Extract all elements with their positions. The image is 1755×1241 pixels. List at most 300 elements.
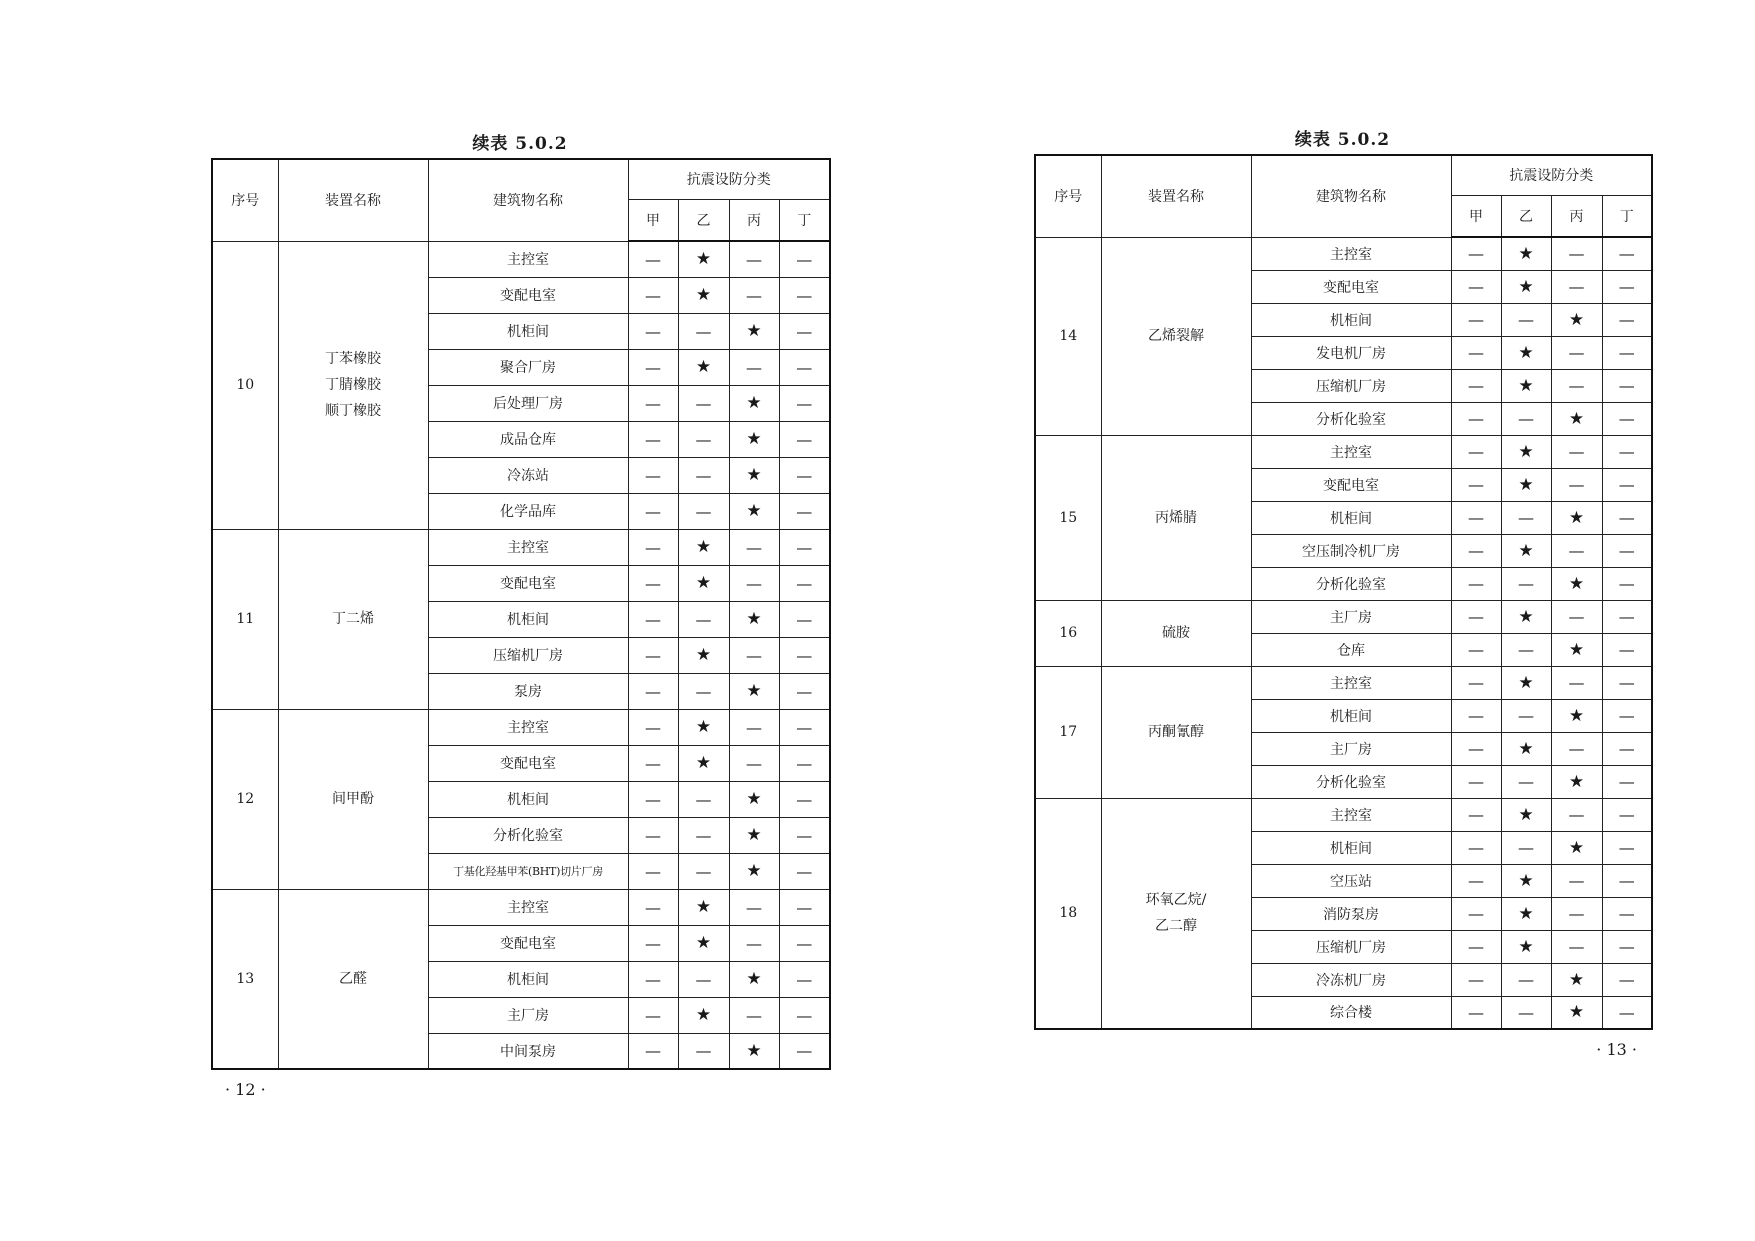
class-mark-bing: — xyxy=(729,277,779,313)
class-mark-jia: — xyxy=(628,1033,678,1069)
header-building: 建筑物名称 xyxy=(428,159,628,241)
class-mark-ding: — xyxy=(779,925,830,961)
building-name: 机柜间 xyxy=(428,601,628,637)
header-class-yi: 乙 xyxy=(1501,195,1551,237)
class-mark-bing: — xyxy=(1551,864,1602,897)
building-name: 变配电室 xyxy=(1251,270,1451,303)
building-name: 主控室 xyxy=(428,709,628,745)
header-device: 装置名称 xyxy=(278,159,428,241)
building-name: 成品仓库 xyxy=(428,421,628,457)
building-name: 后处理厂房 xyxy=(428,385,628,421)
class-mark-yi: — xyxy=(1501,567,1551,600)
header-class-bing: 丙 xyxy=(1551,195,1602,237)
class-mark-ding: — xyxy=(1602,270,1652,303)
class-mark-yi: ★ xyxy=(1501,468,1551,501)
class-mark-ding: — xyxy=(779,421,830,457)
class-mark-jia: — xyxy=(1451,897,1501,930)
class-mark-yi: ★ xyxy=(1501,534,1551,567)
class-mark-ding: — xyxy=(779,385,830,421)
class-mark-bing: — xyxy=(1551,237,1602,270)
building-name: 化学品库 xyxy=(428,493,628,529)
class-mark-yi: — xyxy=(678,1033,729,1069)
group-number: 10 xyxy=(212,241,278,529)
building-name: 主控室 xyxy=(1251,237,1451,270)
building-name: 主控室 xyxy=(428,529,628,565)
header-class-jia: 甲 xyxy=(628,199,678,241)
device-name xyxy=(278,529,428,709)
class-mark-jia: — xyxy=(1451,600,1501,633)
class-mark-jia: — xyxy=(1451,567,1501,600)
class-mark-ding: — xyxy=(1602,336,1652,369)
class-mark-ding: — xyxy=(779,673,830,709)
class-mark-ding: — xyxy=(1602,798,1652,831)
class-mark-bing: — xyxy=(1551,666,1602,699)
device-name-line: 顺丁橡胶 xyxy=(325,403,381,419)
class-mark-bing: — xyxy=(729,637,779,673)
class-mark-yi: ★ xyxy=(1501,732,1551,765)
class-mark-yi: — xyxy=(678,493,729,529)
building-name: 主控室 xyxy=(428,241,628,277)
building-name: 空压制冷机厂房 xyxy=(1251,534,1451,567)
class-mark-yi: ★ xyxy=(678,997,729,1033)
class-mark-bing: ★ xyxy=(1551,831,1602,864)
table-body xyxy=(1035,237,1652,1029)
group-number: 16 xyxy=(1035,600,1101,666)
class-mark-yi: — xyxy=(678,673,729,709)
building-name: 聚合厂房 xyxy=(428,349,628,385)
class-mark-jia: — xyxy=(628,637,678,673)
class-mark-yi: ★ xyxy=(1501,600,1551,633)
class-mark-yi: ★ xyxy=(1501,897,1551,930)
building-name: 丁基化羟基甲苯(BHT)切片厂房 xyxy=(428,853,628,889)
class-mark-ding: — xyxy=(1602,468,1652,501)
building-name: 主控室 xyxy=(428,889,628,925)
building-name: 压缩机厂房 xyxy=(428,637,628,673)
class-mark-bing: ★ xyxy=(1551,699,1602,732)
device-name xyxy=(278,889,428,1069)
header-building: 建筑物名称 xyxy=(1251,155,1451,237)
class-mark-bing: ★ xyxy=(1551,402,1602,435)
class-mark-jia: — xyxy=(1451,468,1501,501)
class-mark-yi: — xyxy=(1501,699,1551,732)
class-mark-ding: — xyxy=(1602,699,1652,732)
table-row xyxy=(1035,798,1652,831)
class-mark-jia: — xyxy=(1451,402,1501,435)
class-mark-yi: — xyxy=(678,313,729,349)
class-mark-ding: — xyxy=(779,601,830,637)
class-mark-ding: — xyxy=(1602,600,1652,633)
device-name-line: 硫胺 xyxy=(1162,625,1190,641)
device-name-line: 丙烯腈 xyxy=(1155,509,1197,526)
table-row xyxy=(1035,435,1652,468)
class-mark-jia: — xyxy=(628,529,678,565)
class-mark-jia: — xyxy=(628,673,678,709)
device-name-line: 乙二醇 xyxy=(1155,918,1197,935)
class-mark-jia: — xyxy=(628,889,678,925)
class-mark-bing: ★ xyxy=(729,313,779,349)
class-mark-bing: — xyxy=(1551,897,1602,930)
class-mark-yi: ★ xyxy=(1501,237,1551,270)
building-name: 泵房 xyxy=(428,673,628,709)
class-mark-jia: — xyxy=(1451,996,1501,1029)
class-mark-yi: ★ xyxy=(678,925,729,961)
building-name: 空压站 xyxy=(1251,864,1451,897)
building-name: 变配电室 xyxy=(428,745,628,781)
class-mark-ding: — xyxy=(779,313,830,349)
class-mark-ding: — xyxy=(779,241,830,277)
class-mark-yi: — xyxy=(1501,996,1551,1029)
class-mark-jia: — xyxy=(628,961,678,997)
class-mark-ding: — xyxy=(1602,303,1652,336)
class-mark-bing: ★ xyxy=(729,601,779,637)
class-mark-jia: — xyxy=(1451,534,1501,567)
class-mark-yi: ★ xyxy=(1501,270,1551,303)
class-mark-ding: — xyxy=(1602,369,1652,402)
class-mark-ding: — xyxy=(779,457,830,493)
page-number: · 13 · xyxy=(1596,1040,1637,1059)
class-mark-yi: — xyxy=(678,421,729,457)
device-name-line: 丁腈橡胶 xyxy=(325,377,381,393)
class-mark-ding: — xyxy=(1602,765,1652,798)
class-mark-ding: — xyxy=(779,1033,830,1069)
class-mark-bing: — xyxy=(1551,468,1602,501)
class-mark-yi: — xyxy=(678,601,729,637)
table-row xyxy=(1035,666,1652,699)
building-name: 变配电室 xyxy=(428,277,628,313)
header-class-ding: 丁 xyxy=(1602,195,1652,237)
group-number: 15 xyxy=(1035,435,1101,600)
class-mark-jia: — xyxy=(628,457,678,493)
header-class-jia: 甲 xyxy=(1451,195,1501,237)
table-body xyxy=(212,241,830,1069)
class-mark-bing: ★ xyxy=(1551,996,1602,1029)
class-mark-jia: — xyxy=(1451,369,1501,402)
class-mark-bing: — xyxy=(1551,534,1602,567)
class-mark-yi: ★ xyxy=(678,241,729,277)
building-name: 分析化验室 xyxy=(1251,567,1451,600)
right-page xyxy=(1034,0,1651,1062)
class-mark-yi: ★ xyxy=(678,349,729,385)
class-mark-jia: — xyxy=(1451,831,1501,864)
table-row xyxy=(1035,600,1652,633)
device-name-line: 丁苯橡胶 xyxy=(325,351,381,367)
class-mark-ding: — xyxy=(779,817,830,853)
building-name: 发电机厂房 xyxy=(1251,336,1451,369)
class-mark-bing: — xyxy=(729,997,779,1033)
class-mark-bing: — xyxy=(1551,600,1602,633)
class-mark-yi: ★ xyxy=(678,277,729,313)
class-mark-ding: — xyxy=(1602,831,1652,864)
class-mark-ding: — xyxy=(1602,501,1652,534)
class-mark-bing: ★ xyxy=(729,493,779,529)
device-name-line: 环氧乙烷/ xyxy=(1145,892,1207,909)
building-name: 主控室 xyxy=(1251,666,1451,699)
class-mark-bing: ★ xyxy=(729,1033,779,1069)
class-mark-ding: — xyxy=(1602,864,1652,897)
building-name: 主厂房 xyxy=(428,997,628,1033)
building-name: 变配电室 xyxy=(1251,468,1451,501)
building-name: 中间泵房 xyxy=(428,1033,628,1069)
class-mark-yi: — xyxy=(678,457,729,493)
device-name-line: 间甲酚 xyxy=(332,791,374,807)
left-page xyxy=(211,0,829,1102)
class-mark-jia: — xyxy=(1451,303,1501,336)
table-row xyxy=(1035,237,1652,270)
class-mark-ding: — xyxy=(1602,633,1652,666)
table-row xyxy=(212,709,830,745)
header-class-ding: 丁 xyxy=(779,199,830,241)
building-name: 机柜间 xyxy=(428,961,628,997)
class-mark-jia: — xyxy=(1451,699,1501,732)
class-mark-jia: — xyxy=(1451,765,1501,798)
class-mark-bing: — xyxy=(729,889,779,925)
group-number: 11 xyxy=(212,529,278,709)
device-name xyxy=(278,241,428,529)
class-mark-yi: — xyxy=(1501,831,1551,864)
class-mark-jia: — xyxy=(628,385,678,421)
class-mark-bing: — xyxy=(729,925,779,961)
table-header xyxy=(212,159,830,241)
building-name: 机柜间 xyxy=(1251,501,1451,534)
group-number: 12 xyxy=(212,709,278,889)
class-mark-bing: — xyxy=(1551,798,1602,831)
class-mark-ding: — xyxy=(779,637,830,673)
seismic-class-table xyxy=(1034,154,1653,1030)
class-mark-jia: — xyxy=(628,493,678,529)
class-mark-bing: ★ xyxy=(1551,567,1602,600)
class-mark-ding: — xyxy=(1602,534,1652,567)
class-mark-jia: — xyxy=(1451,336,1501,369)
header-category: 抗震设防分类 xyxy=(1451,155,1652,195)
class-mark-bing: ★ xyxy=(729,457,779,493)
building-name: 分析化验室 xyxy=(1251,765,1451,798)
class-mark-bing: ★ xyxy=(1551,303,1602,336)
class-mark-ding: — xyxy=(779,961,830,997)
class-mark-yi: — xyxy=(1501,633,1551,666)
class-mark-yi: — xyxy=(1501,963,1551,996)
class-mark-bing: ★ xyxy=(729,853,779,889)
building-name: 主控室 xyxy=(1251,798,1451,831)
building-name: 主厂房 xyxy=(1251,732,1451,765)
device-name xyxy=(278,709,428,889)
class-mark-yi: ★ xyxy=(1501,864,1551,897)
class-mark-jia: — xyxy=(628,421,678,457)
table-row xyxy=(212,529,830,565)
group-number: 17 xyxy=(1035,666,1101,798)
class-mark-yi: — xyxy=(1501,402,1551,435)
class-mark-bing: ★ xyxy=(729,817,779,853)
class-mark-bing: — xyxy=(1551,336,1602,369)
class-mark-jia: — xyxy=(628,745,678,781)
building-name: 变配电室 xyxy=(428,925,628,961)
header-no: 序号 xyxy=(212,159,278,241)
class-mark-jia: — xyxy=(628,709,678,745)
class-mark-bing: — xyxy=(729,565,779,601)
class-mark-jia: — xyxy=(628,853,678,889)
class-mark-jia: — xyxy=(1451,963,1501,996)
class-mark-jia: — xyxy=(628,277,678,313)
class-mark-bing: ★ xyxy=(1551,501,1602,534)
group-number: 18 xyxy=(1035,798,1101,1029)
device-name-line: 丙酮氰醇 xyxy=(1148,724,1204,740)
table-row xyxy=(212,241,830,277)
building-name: 冷冻站 xyxy=(428,457,628,493)
header-device: 装置名称 xyxy=(1101,155,1251,237)
class-mark-bing: — xyxy=(1551,930,1602,963)
class-mark-yi: ★ xyxy=(1501,930,1551,963)
class-mark-ding: — xyxy=(779,889,830,925)
device-name xyxy=(1101,666,1251,798)
device-name-line: 丁二烯 xyxy=(332,611,374,627)
class-mark-bing: — xyxy=(729,745,779,781)
class-mark-jia: — xyxy=(1451,435,1501,468)
building-name: 分析化验室 xyxy=(428,817,628,853)
class-mark-jia: — xyxy=(1451,270,1501,303)
building-name: 分析化验室 xyxy=(1251,402,1451,435)
building-name: 冷冻机厂房 xyxy=(1251,963,1451,996)
class-mark-yi: ★ xyxy=(678,889,729,925)
class-mark-yi: — xyxy=(678,817,729,853)
group-number: 13 xyxy=(212,889,278,1069)
building-name: 机柜间 xyxy=(1251,699,1451,732)
class-mark-yi: — xyxy=(678,385,729,421)
table-header xyxy=(1035,155,1652,237)
building-name: 仓库 xyxy=(1251,633,1451,666)
class-mark-jia: — xyxy=(628,313,678,349)
class-mark-yi: ★ xyxy=(678,745,729,781)
class-mark-jia: — xyxy=(1451,501,1501,534)
class-mark-jia: — xyxy=(628,601,678,637)
device-name xyxy=(1101,237,1251,435)
table-caption: 续表 5.0.2 xyxy=(1294,130,1391,150)
class-mark-jia: — xyxy=(628,925,678,961)
class-mark-jia: — xyxy=(628,565,678,601)
building-name: 主厂房 xyxy=(1251,600,1451,633)
class-mark-yi: — xyxy=(1501,501,1551,534)
class-mark-yi: ★ xyxy=(678,529,729,565)
class-mark-bing: ★ xyxy=(729,421,779,457)
class-mark-jia: — xyxy=(1451,237,1501,270)
building-name: 机柜间 xyxy=(1251,303,1451,336)
class-mark-yi: — xyxy=(1501,765,1551,798)
class-mark-ding: — xyxy=(779,529,830,565)
class-mark-yi: ★ xyxy=(678,637,729,673)
class-mark-bing: ★ xyxy=(729,385,779,421)
class-mark-ding: — xyxy=(1602,963,1652,996)
class-mark-bing: — xyxy=(1551,270,1602,303)
page-number: · 12 · xyxy=(225,1080,266,1099)
class-mark-jia: — xyxy=(628,817,678,853)
class-mark-ding: — xyxy=(779,493,830,529)
class-mark-ding: — xyxy=(1602,732,1652,765)
table-row xyxy=(212,889,830,925)
class-mark-yi: ★ xyxy=(678,709,729,745)
class-mark-bing: ★ xyxy=(729,673,779,709)
class-mark-ding: — xyxy=(1602,402,1652,435)
class-mark-ding: — xyxy=(1602,930,1652,963)
header-class-yi: 乙 xyxy=(678,199,729,241)
class-mark-ding: — xyxy=(779,709,830,745)
class-mark-jia: — xyxy=(1451,798,1501,831)
header-category: 抗震设防分类 xyxy=(628,159,830,199)
building-name: 机柜间 xyxy=(1251,831,1451,864)
class-mark-jia: — xyxy=(628,241,678,277)
class-mark-yi: ★ xyxy=(1501,369,1551,402)
class-mark-bing: — xyxy=(729,709,779,745)
class-mark-yi: ★ xyxy=(1501,798,1551,831)
class-mark-yi: — xyxy=(678,781,729,817)
class-mark-yi: — xyxy=(678,853,729,889)
class-mark-bing: — xyxy=(729,349,779,385)
class-mark-bing: — xyxy=(1551,435,1602,468)
class-mark-jia: — xyxy=(1451,666,1501,699)
class-mark-yi: ★ xyxy=(1501,666,1551,699)
class-mark-bing: ★ xyxy=(1551,633,1602,666)
class-mark-bing: — xyxy=(1551,369,1602,402)
class-mark-yi: — xyxy=(678,961,729,997)
class-mark-jia: — xyxy=(1451,930,1501,963)
class-mark-ding: — xyxy=(779,853,830,889)
class-mark-ding: — xyxy=(1602,666,1652,699)
class-mark-yi: ★ xyxy=(1501,435,1551,468)
class-mark-ding: — xyxy=(779,349,830,385)
building-name: 机柜间 xyxy=(428,313,628,349)
class-mark-jia: — xyxy=(1451,732,1501,765)
class-mark-bing: ★ xyxy=(1551,765,1602,798)
header-class-bing: 丙 xyxy=(729,199,779,241)
class-mark-ding: — xyxy=(779,277,830,313)
class-mark-jia: — xyxy=(628,349,678,385)
class-mark-yi: — xyxy=(1501,303,1551,336)
class-mark-jia: — xyxy=(1451,633,1501,666)
class-mark-jia: — xyxy=(628,781,678,817)
seismic-class-table xyxy=(211,158,831,1070)
class-mark-ding: — xyxy=(779,745,830,781)
class-mark-ding: — xyxy=(1602,567,1652,600)
building-name: 主控室 xyxy=(1251,435,1451,468)
class-mark-ding: — xyxy=(1602,435,1652,468)
class-mark-yi: ★ xyxy=(678,565,729,601)
device-name-line: 乙醛 xyxy=(339,970,367,987)
class-mark-bing: — xyxy=(729,529,779,565)
class-mark-bing: ★ xyxy=(729,781,779,817)
class-mark-yi: ★ xyxy=(1501,336,1551,369)
device-name-line: 乙烯裂解 xyxy=(1148,328,1204,344)
class-mark-bing: — xyxy=(1551,732,1602,765)
class-mark-ding: — xyxy=(1602,996,1652,1029)
class-mark-jia: — xyxy=(628,997,678,1033)
device-name xyxy=(1101,798,1251,1029)
building-name: 压缩机厂房 xyxy=(1251,930,1451,963)
device-name xyxy=(1101,435,1251,600)
class-mark-ding: — xyxy=(1602,237,1652,270)
device-name xyxy=(1101,600,1251,666)
header-no: 序号 xyxy=(1035,155,1101,237)
building-name: 综合楼 xyxy=(1251,996,1451,1029)
class-mark-ding: — xyxy=(779,565,830,601)
building-name: 机柜间 xyxy=(428,781,628,817)
class-mark-bing: ★ xyxy=(1551,963,1602,996)
group-number: 14 xyxy=(1035,237,1101,435)
class-mark-ding: — xyxy=(1602,897,1652,930)
class-mark-ding: — xyxy=(779,997,830,1033)
building-name: 压缩机厂房 xyxy=(1251,369,1451,402)
class-mark-bing: — xyxy=(729,241,779,277)
class-mark-ding: — xyxy=(779,781,830,817)
class-mark-jia: — xyxy=(1451,864,1501,897)
table-caption: 续表 5.0.2 xyxy=(472,134,568,154)
building-name: 变配电室 xyxy=(428,565,628,601)
